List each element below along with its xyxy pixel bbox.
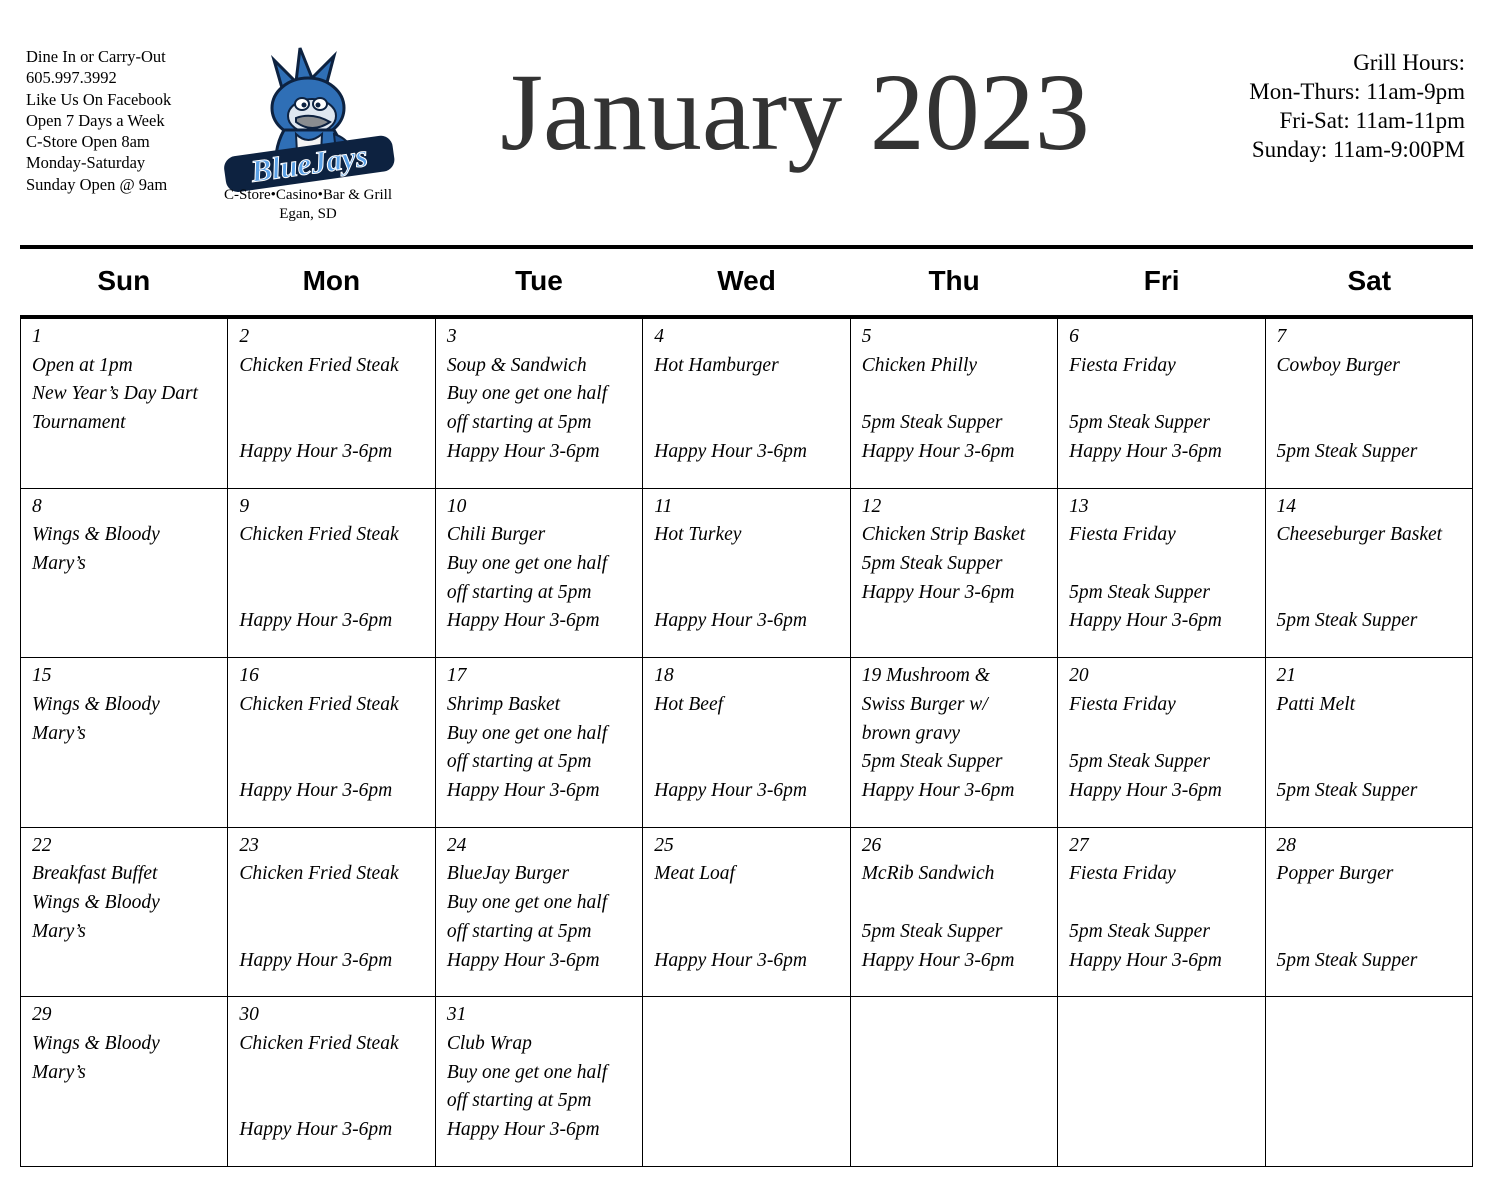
logo-wordmark: BlueJays — [248, 137, 370, 189]
day-event — [862, 380, 1049, 409]
day-event: Happy Hour 3-6pm — [239, 1119, 393, 1141]
day-event: Soup & Sandwich — [446, 354, 587, 376]
day-event: Shrimp Basket — [446, 693, 561, 715]
day-event: Buy one get one half — [446, 1061, 608, 1083]
day-event: Buy one get one half — [446, 722, 608, 744]
day-number: 29 — [32, 1004, 52, 1026]
day-event — [239, 748, 426, 777]
day-number: 7 — [1276, 326, 1287, 347]
grill-hours-line: Grill Hours: — [1353, 50, 1465, 75]
day-event: 5pm Steak Supper — [861, 553, 1003, 574]
calendar-day-cell — [643, 658, 850, 828]
day-event: Tournament — [32, 412, 126, 434]
day-event — [239, 918, 426, 947]
day-event: 5pm Steak Supper — [1276, 610, 1418, 632]
day-number: 6 — [1069, 326, 1079, 347]
weekday-sat: Sat — [1347, 265, 1392, 296]
day-event: Open at 1pm — [32, 354, 133, 376]
day-number: 17 — [446, 665, 467, 687]
info-line: Open 7 Days a Week — [26, 110, 165, 130]
calendar-day-cell — [21, 488, 228, 658]
day-number: 9 — [239, 495, 250, 517]
day-event: Chicken Fried Steak — [239, 863, 399, 885]
day-event — [654, 550, 841, 579]
calendar-day-cell — [1265, 488, 1472, 658]
calendar-day-cell — [643, 319, 850, 489]
day-event: brown gravy — [861, 722, 961, 744]
calendar-empty-cell — [643, 997, 850, 1167]
day-event: Chicken Fried Steak — [239, 524, 399, 546]
calendar-day-cell — [850, 658, 1057, 828]
info-line: 605.997.3992 — [26, 68, 117, 88]
day-event — [239, 720, 426, 749]
day-event — [1277, 918, 1464, 947]
day-event: Fiesta Friday — [1069, 863, 1176, 885]
day-event: Chicken Fried Steak — [239, 354, 399, 376]
day-number: 28 — [1276, 834, 1297, 856]
day-event: Happy Hour 3-6pm — [446, 610, 600, 632]
calendar-day-cell — [850, 488, 1057, 658]
calendar-day-cell — [435, 488, 642, 658]
day-event: Happy Hour 3-6pm — [1069, 440, 1222, 462]
calendar-day-cell — [228, 488, 435, 658]
day-number: 1 — [32, 326, 42, 347]
calendar-day-cell — [1265, 658, 1472, 828]
day-event — [1277, 409, 1464, 438]
day-event — [1277, 720, 1464, 749]
day-event: Happy Hour 3-6pm — [446, 949, 600, 971]
day-event: Wings & Bloody — [32, 1033, 160, 1055]
day-number: 8 — [32, 495, 42, 517]
day-event: Chicken Strip Basket — [861, 524, 1026, 546]
day-event: Happy Hour 3-6pm — [1069, 949, 1222, 971]
day-number: 20 — [1069, 665, 1089, 687]
calendar-day-cell — [1058, 319, 1265, 489]
day-event: Chicken Fried Steak — [239, 693, 399, 715]
day-event: Fiesta Friday — [1069, 693, 1176, 715]
day-number: 2 — [239, 326, 250, 347]
day-event: 5pm Steak Supper — [1069, 581, 1210, 603]
day-event — [1069, 380, 1256, 409]
day-event: Meat Loaf — [654, 863, 735, 885]
info-line: Sunday Open @ 9am — [26, 174, 168, 194]
day-number: 16 — [239, 665, 259, 687]
day-event: Buy one get one half — [446, 892, 608, 914]
day-event: off starting at 5pm — [446, 1090, 592, 1112]
day-event: Happy Hour 3-6pm — [654, 949, 807, 971]
grill-hours-line: Mon-Thurs: 11am-9pm — [1249, 79, 1465, 104]
grill-hours-line: Sunday: 11am-9:00PM — [1251, 137, 1465, 162]
day-event: Chicken Fried Steak — [239, 1033, 399, 1055]
day-event: Happy Hour 3-6pm — [446, 780, 600, 801]
day-number: 14 — [1276, 495, 1297, 517]
weekday-mon: Mon — [302, 265, 361, 296]
day-event: 5pm Steak Supper — [1069, 920, 1210, 942]
day-event: Happy Hour 3-6pm — [861, 440, 1015, 462]
day-event: New Year’s Day Dart — [32, 383, 198, 405]
day-event: Wings & Bloody — [32, 892, 160, 914]
day-event — [654, 720, 841, 749]
day-event — [239, 1059, 426, 1088]
day-number: 11 — [654, 495, 673, 517]
day-event: 5pm Steak Supper — [861, 751, 1003, 773]
day-event: Mary’s — [32, 920, 86, 942]
day-event: Happy Hour 3-6pm — [1069, 610, 1222, 632]
day-event: Hot Turkey — [654, 524, 742, 546]
day-number: 25 — [654, 834, 674, 856]
day-event: Fiesta Friday — [1069, 354, 1176, 376]
weekday-tue: Tue — [515, 265, 563, 296]
day-number: 31 — [446, 1004, 467, 1026]
calendar-day-cell — [643, 488, 850, 658]
day-event: Breakfast Buffet — [32, 863, 158, 885]
calendar-day-cell — [21, 997, 228, 1167]
weekday-fri: Fri — [1143, 265, 1180, 296]
day-event: Popper Burger — [1276, 863, 1394, 885]
day-event: Chili Burger — [446, 524, 546, 546]
logo-caption — [213, 186, 403, 224]
day-number: 3 — [446, 326, 457, 347]
weekday-sun: Sun — [97, 265, 151, 296]
day-event: 5pm Steak Supper — [861, 920, 1003, 942]
day-event — [654, 380, 841, 409]
calendar-day-cell — [1265, 319, 1472, 489]
calendar-day-cell — [850, 319, 1057, 489]
day-number: 30 — [239, 1004, 259, 1026]
info-line: C-Store Open 8am — [26, 132, 150, 152]
day-event — [654, 889, 841, 918]
day-event: Hot Hamburger — [654, 354, 779, 376]
info-line: Monday-Saturday — [26, 153, 146, 173]
calendar-week-row — [21, 319, 1473, 489]
day-number: 27 — [1069, 834, 1089, 856]
day-event: Happy Hour 3-6pm — [861, 780, 1015, 801]
calendar-day-cell — [435, 319, 642, 489]
day-event: Happy Hour 3-6pm — [861, 581, 1015, 603]
day-number: 13 — [1069, 495, 1089, 517]
day-event: 5pm Steak Supper — [1276, 949, 1418, 971]
day-event: Happy Hour 3-6pm — [654, 779, 807, 801]
calendar-empty-cell — [1265, 997, 1472, 1167]
day-number: 18 — [654, 665, 674, 687]
day-event: Mary’s — [32, 1061, 86, 1083]
day-event: off starting at 5pm — [446, 412, 592, 434]
day-event — [1277, 748, 1464, 777]
day-event — [239, 579, 426, 608]
day-event — [1277, 889, 1464, 918]
month-title: January 2023 — [500, 51, 1090, 173]
day-event: Happy Hour 3-6pm — [239, 949, 393, 971]
logo-tagline: C-Store•Casino•Bar & Grill — [224, 187, 392, 203]
day-number: 10 — [446, 495, 467, 517]
day-event: off starting at 5pm — [446, 751, 592, 773]
day-event: Happy Hour 3-6pm — [239, 779, 393, 801]
day-number: 19 Mushroom & — [861, 665, 990, 687]
calendar-day-cell — [1058, 658, 1265, 828]
day-event: 5pm Steak Supper — [861, 412, 1003, 434]
calendar-day-cell — [21, 319, 228, 489]
day-number: 4 — [654, 326, 665, 347]
calendar-day-cell — [1265, 827, 1472, 997]
grill-hours-line: Fri-Sat: 11am-11pm — [1279, 108, 1465, 133]
day-event: off starting at 5pm — [446, 581, 592, 603]
calendar-day-cell — [228, 319, 435, 489]
day-event: 5pm Steak Supper — [1276, 440, 1418, 462]
day-event: Wings & Bloody — [32, 693, 160, 715]
day-event: Chicken Philly — [861, 354, 978, 376]
day-event: BlueJay Burger — [446, 863, 570, 885]
day-event — [239, 889, 426, 918]
calendar-grid — [20, 318, 1473, 1167]
day-event — [1277, 550, 1464, 579]
day-event: Happy Hour 3-6pm — [861, 949, 1015, 971]
logo-location: Egan, SD — [279, 206, 337, 222]
calendar-empty-cell — [850, 997, 1057, 1167]
calendar-empty-cell — [1058, 997, 1265, 1167]
day-event — [1069, 889, 1256, 918]
day-event — [1069, 550, 1256, 579]
day-number: 26 — [861, 834, 882, 856]
blue-jay-mascot-icon — [208, 42, 408, 192]
day-event: Mary’s — [32, 722, 86, 744]
day-event: Happy Hour 3-6pm — [239, 440, 393, 462]
day-event: Happy Hour 3-6pm — [239, 610, 393, 632]
calendar-day-cell — [435, 658, 642, 828]
day-event: Happy Hour 3-6pm — [1069, 779, 1222, 801]
day-event — [239, 550, 426, 579]
day-event: Cowboy Burger — [1276, 354, 1400, 376]
calendar-day-cell — [21, 827, 228, 997]
calendar-day-cell — [435, 997, 642, 1167]
day-event: Cheeseburger Basket — [1276, 524, 1443, 546]
day-number: 15 — [32, 665, 52, 687]
day-event: Wings & Bloody — [32, 524, 160, 546]
calendar-day-cell — [1058, 827, 1265, 997]
day-event: Swiss Burger w/ — [861, 693, 988, 715]
day-number: 24 — [446, 834, 467, 856]
day-number: 12 — [861, 495, 882, 517]
info-line: Dine In or Carry-Out — [26, 47, 166, 66]
day-event: Happy Hour 3-6pm — [446, 440, 600, 462]
weekday-header — [20, 249, 1473, 315]
day-event: Happy Hour 3-6pm — [654, 610, 807, 632]
day-number: 21 — [1276, 665, 1297, 687]
day-event: Hot Beef — [654, 693, 724, 715]
day-event — [654, 579, 841, 608]
day-event: Mary’s — [32, 553, 86, 574]
day-event — [654, 918, 841, 947]
weekday-thu: Thu — [928, 265, 980, 296]
day-number: 23 — [239, 834, 259, 856]
day-event: Club Wrap — [446, 1033, 532, 1055]
day-event — [239, 409, 426, 438]
store-info — [26, 46, 171, 195]
day-event: 5pm Steak Supper — [1069, 412, 1210, 434]
calendar-day-cell — [1058, 488, 1265, 658]
day-event — [1277, 380, 1464, 409]
day-event: Happy Hour 3-6pm — [446, 1119, 600, 1141]
day-event: McRib Sandwich — [861, 863, 995, 885]
day-event — [239, 380, 426, 409]
day-event — [239, 1087, 426, 1116]
calendar-day-cell — [643, 827, 850, 997]
calendar-day-cell — [21, 658, 228, 828]
day-event: Buy one get one half — [446, 553, 608, 574]
day-event: Fiesta Friday — [1069, 524, 1176, 546]
day-event: 5pm Steak Supper — [1069, 751, 1210, 773]
day-event — [1277, 579, 1464, 608]
info-line: Like Us On Facebook — [26, 89, 172, 109]
grill-hours — [1249, 48, 1465, 164]
calendar-week-row — [21, 827, 1473, 997]
day-event — [654, 409, 841, 438]
calendar-week-row — [21, 658, 1473, 828]
day-event — [1069, 720, 1256, 749]
calendar-day-cell — [435, 827, 642, 997]
calendar-day-cell — [850, 827, 1057, 997]
day-event: Happy Hour 3-6pm — [654, 440, 807, 462]
day-number: 22 — [32, 834, 52, 856]
day-event: 5pm Steak Supper — [1276, 779, 1418, 801]
day-event — [654, 748, 841, 777]
calendar-day-cell — [228, 827, 435, 997]
calendar-day-cell — [228, 997, 435, 1167]
day-event: off starting at 5pm — [446, 920, 592, 942]
day-event: Patti Melt — [1276, 693, 1356, 715]
calendar-day-cell — [228, 658, 435, 828]
day-event — [862, 889, 1049, 918]
day-event: Buy one get one half — [446, 383, 608, 405]
day-number: 5 — [861, 326, 872, 347]
calendar-week-row — [21, 488, 1473, 658]
calendar-week-row — [21, 997, 1473, 1167]
weekday-wed: Wed — [717, 265, 776, 296]
